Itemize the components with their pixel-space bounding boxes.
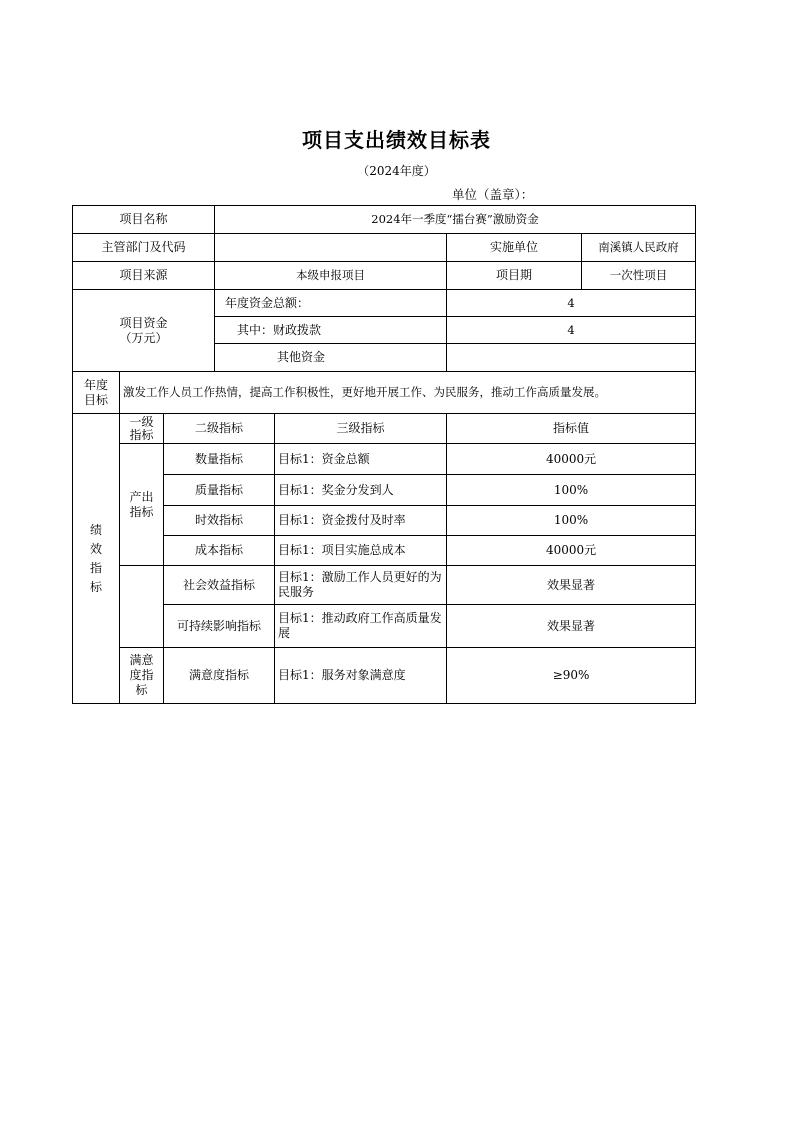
header-level2: 二级指标 [164, 414, 275, 444]
level3-cell: 目标1：项目实施总成本 [275, 536, 447, 566]
header-level3: 三级指标 [275, 414, 447, 444]
level3-cell: 目标1：激励工作人员更好的为民服务 [275, 566, 447, 605]
dept-value [215, 234, 447, 262]
header-value: 指标值 [447, 414, 696, 444]
level3-cell: 目标1：资金拨付及时率 [275, 506, 447, 536]
project-name-value: 2024年一季度“擂台赛”激励资金 [215, 206, 696, 234]
impl-unit-label: 实施单位 [447, 234, 582, 262]
level2-cell: 满意度指标 [164, 648, 275, 704]
row-source [73, 262, 696, 290]
row-department [73, 234, 696, 262]
page-title: 项目支出绩效目标表 [302, 128, 491, 152]
table-row [73, 566, 696, 605]
output-indicators-label: 产出 指标 [120, 444, 164, 566]
unit-stamp-label: 单位（盖章）： [452, 187, 534, 202]
value-cell: 效果显著 [447, 566, 696, 605]
period-label: 项目期 [447, 262, 582, 290]
header-level1: 一级 指标 [120, 414, 164, 444]
row-funds-total [73, 290, 696, 317]
year-label: （2024年度） [357, 164, 436, 178]
level2-cell: 成本指标 [164, 536, 275, 566]
fiscal-funds-label: 其中：财政拨款 [215, 317, 447, 344]
row-project-name [73, 206, 696, 234]
fiscal-funds-value: 4 [447, 317, 696, 344]
level2-cell: 可持续影响指标 [164, 605, 275, 648]
source-value: 本级申报项目 [215, 262, 447, 290]
project-name-label: 项目名称 [73, 206, 215, 234]
benefit-indicators-label [120, 566, 164, 648]
satisfaction-indicators-label: 满意 度指 标 [120, 648, 164, 704]
performance-indicators-label: 绩 效 指 标 [73, 414, 120, 704]
value-cell: 40000元 [447, 444, 696, 475]
level3-cell: 目标1：推动政府工作高质量发展 [275, 605, 447, 648]
value-cell: 100% [447, 475, 696, 506]
level3-cell: 目标1：奖金分发到人 [275, 475, 447, 506]
table-row [73, 648, 696, 704]
other-funds-value [447, 344, 696, 372]
total-funds-value: 4 [447, 290, 696, 317]
dept-label: 主管部门及代码 [73, 234, 215, 262]
annual-goal-text: 激发工作人员工作热情，提高工作积极性，更好地开展工作、为民服务，推动工作高质量发展。 [120, 372, 696, 414]
level3-cell: 目标1：资金总额 [275, 444, 447, 475]
table-row [73, 444, 696, 475]
source-label: 项目来源 [73, 262, 215, 290]
table-row [73, 506, 696, 536]
period-value: 一次性项目 [582, 262, 696, 290]
row-annual-goal [73, 372, 696, 414]
funds-label: 项目资金 （万元） [73, 290, 215, 372]
level2-cell: 质量指标 [164, 475, 275, 506]
indicator-header-row [73, 414, 696, 444]
impl-unit-value: 南溪镇人民政府 [582, 234, 696, 262]
level2-cell: 数量指标 [164, 444, 275, 475]
performance-goal-table [72, 205, 696, 704]
annual-goal-label: 年度 目标 [73, 372, 120, 414]
level3-cell: 目标1：服务对象满意度 [275, 648, 447, 704]
value-cell: ≥90% [447, 648, 696, 704]
value-cell: 40000元 [447, 536, 696, 566]
value-cell: 100% [447, 506, 696, 536]
value-cell: 效果显著 [447, 605, 696, 648]
level2-cell: 社会效益指标 [164, 566, 275, 605]
table-row [73, 605, 696, 648]
table-row [73, 536, 696, 566]
other-funds-label: 其他资金 [215, 344, 447, 372]
level2-cell: 时效指标 [164, 506, 275, 536]
total-funds-label: 年度资金总额： [215, 290, 447, 317]
table-row [73, 475, 696, 506]
